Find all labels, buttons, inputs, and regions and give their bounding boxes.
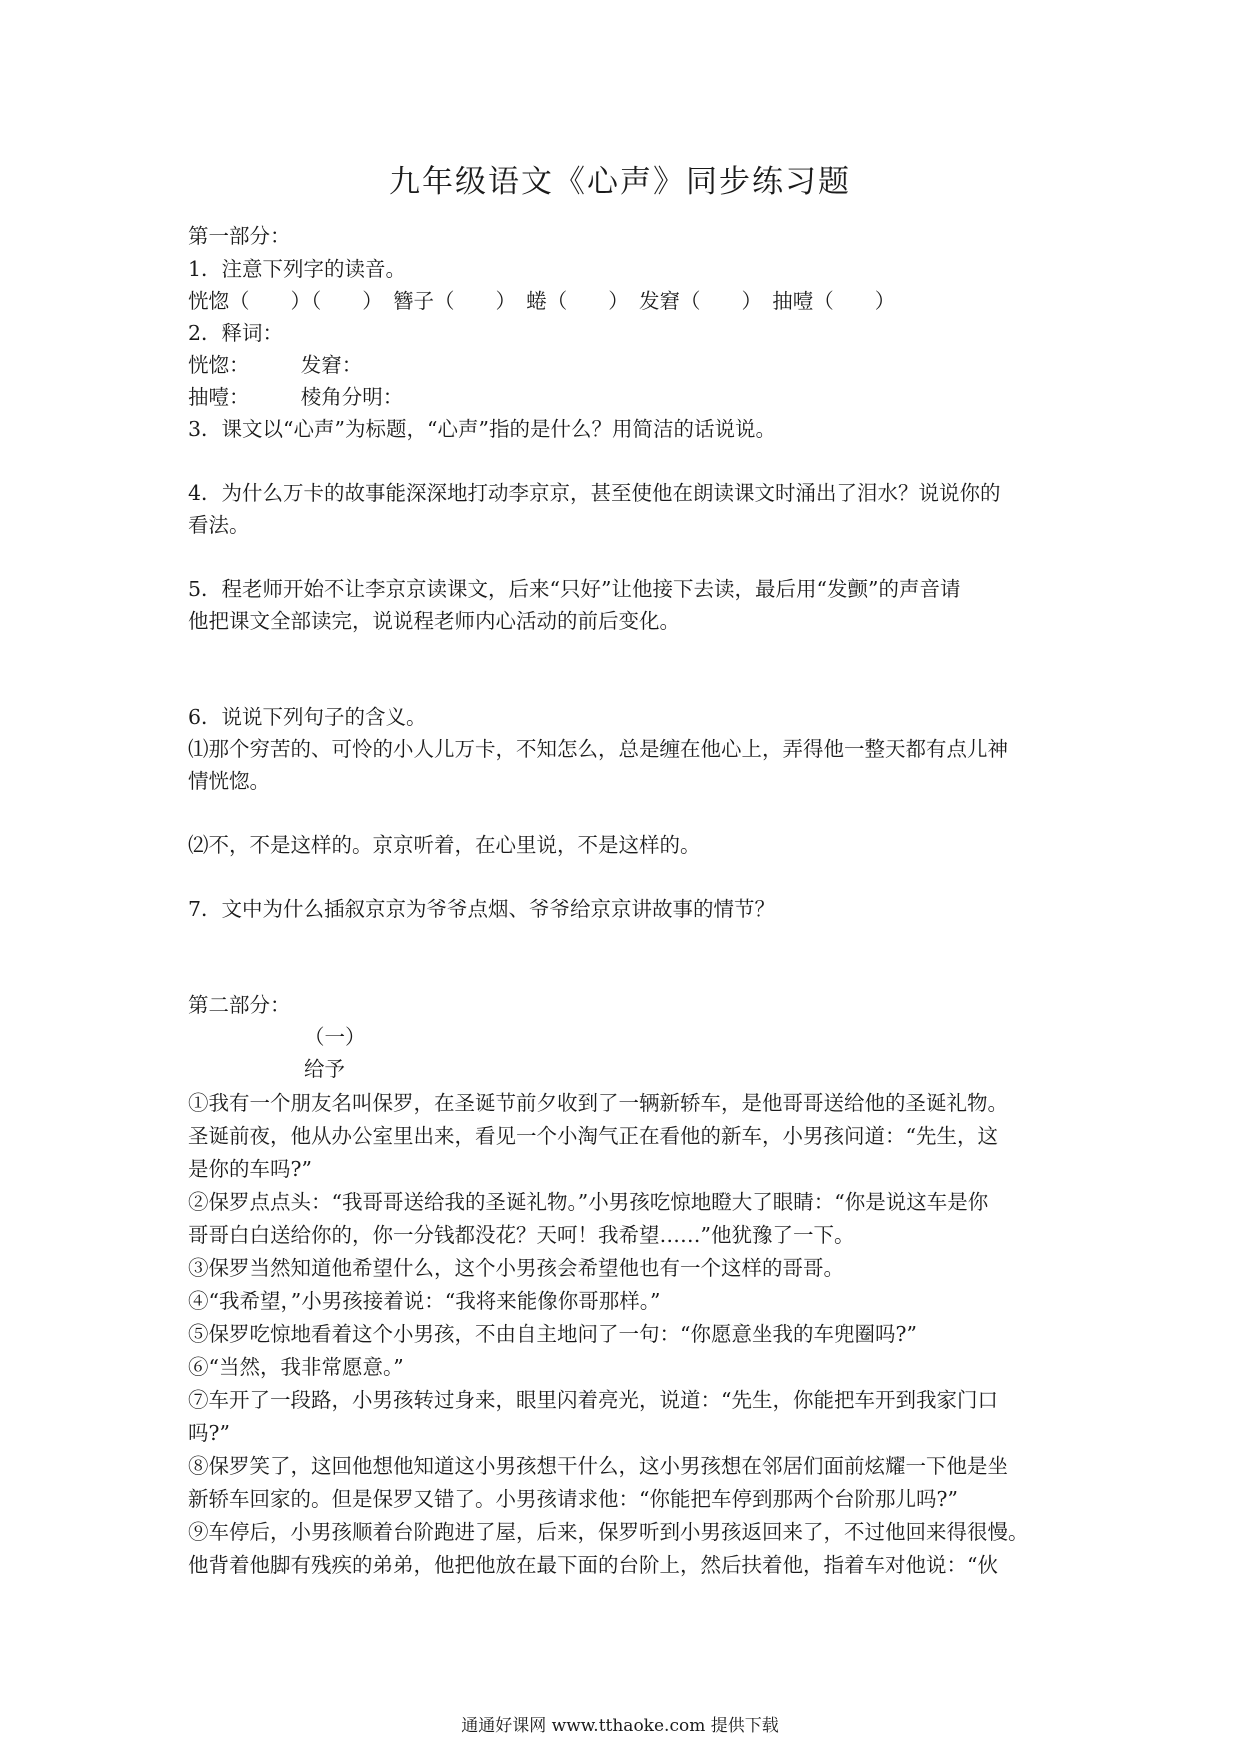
story-line: ②保罗点点头：“我哥哥送给我的圣诞礼物。”小男孩吃惊地瞪大了眼睛：“你是说这车是你 — [188, 1190, 989, 1214]
question-4-line-1: 4．为什么万卡的故事能深深地打动李京京，甚至使他在朗读课文时涌出了泪水？说说你的 — [188, 481, 1001, 505]
story-line: 哥哥白白送给你的，你一分钱都没花？天呵！我希望……”他犹豫了一下。 — [188, 1223, 855, 1247]
question-6: 6．说说下列句子的含义。 — [188, 705, 427, 729]
question-1-words: 恍惚（ ）（ ） 簪子（ ） 蜷（ ） 发窘（ ） 抽噎（ ） — [188, 289, 896, 313]
story-line: ⑤保罗吃惊地看着这个小男孩，不由自主地问了一句：“你愿意坐我的车兜圈吗?” — [188, 1322, 917, 1346]
story-line: 新轿车回家的。但是保罗又错了。小男孩请求他：“你能把车停到那两个台阶那儿吗?” — [188, 1487, 958, 1511]
story-line: ⑧保罗笑了，这回他想他知道这小男孩想干什么，这小男孩想在邻居们面前炫耀一下他是坐 — [188, 1454, 1008, 1478]
document-title: 九年级语文《心声》同步练习题 — [389, 164, 851, 200]
question-2-row-2: 抽噎： 棱角分明： — [188, 385, 404, 409]
question-4-line-2: 看法。 — [188, 513, 250, 537]
question-7: 7．文中为什么插叙京京为爷爷点烟、爷爷给京京讲故事的情节？ — [188, 897, 776, 921]
question-6-2: ⑵不，不是这样的。京京听着，在心里说，不是这样的。 — [188, 833, 701, 857]
story-line: 是你的车吗?” — [188, 1157, 312, 1181]
question-2-row-1: 恍惚： 发窘： — [188, 353, 363, 377]
story-title: 给予 — [304, 1057, 345, 1081]
story-line: 吗?” — [188, 1421, 230, 1445]
story-line: ⑨车停后，小男孩顺着台阶跑进了屋，后来，保罗听到小男孩返回来了，不过他回来得很慢。 — [188, 1520, 1029, 1544]
question-3: 3．课文以“心声”为标题，“心声”指的是什么？用简洁的话说说。 — [188, 417, 776, 441]
question-5-line-2: 他把课文全部读完，说说程老师内心活动的前后变化。 — [188, 609, 680, 633]
story-line: ①我有一个朋友名叫保罗，在圣诞节前夕收到了一辆新轿车，是他哥哥送给他的圣诞礼物。 — [188, 1091, 1008, 1115]
question-5-line-1: 5．程老师开始不让李京京读课文，后来“只好”让他接下去读，最后用“发颤”的声音请 — [188, 577, 961, 601]
part2-heading: 第二部分： — [188, 993, 291, 1017]
story-line: ⑦车开了一段路，小男孩转过身来，眼里闪着亮光，说道：“先生，你能把车开到我家门口 — [188, 1388, 998, 1412]
question-6-1-line-2: 情恍惚。 — [188, 769, 270, 793]
story-line: ③保罗当然知道他希望什么，这个小男孩会希望他也有一个这样的哥哥。 — [188, 1256, 844, 1280]
story-line: 圣诞前夜，他从办公室里出来，看见一个小淘气正在看他的新车，小男孩问道：“先生，这 — [188, 1124, 998, 1148]
story-line: ⑥“当然，我非常愿意。” — [188, 1355, 404, 1379]
part1-heading: 第一部分： — [188, 224, 291, 248]
section-marker: （一） — [304, 1025, 366, 1049]
question-1: 1．注意下列字的读音。 — [188, 257, 407, 281]
page-footer: 通通好课网 www.tthaoke.com 提供下载 — [461, 1716, 779, 1736]
question-2: 2．释词： — [188, 321, 284, 345]
story-line: ④“我希望，”小男孩接着说：“我将来能像你哥那样。” — [188, 1289, 661, 1313]
story-line: 他背着他脚有残疾的弟弟，他把他放在最下面的台阶上，然后扶着他，指着车对他说：“伙 — [188, 1553, 998, 1577]
question-6-1-line-1: ⑴那个穷苦的、可怜的小人儿万卡，不知怎么，总是缠在他心上，弄得他一整天都有点儿神 — [188, 737, 1008, 761]
